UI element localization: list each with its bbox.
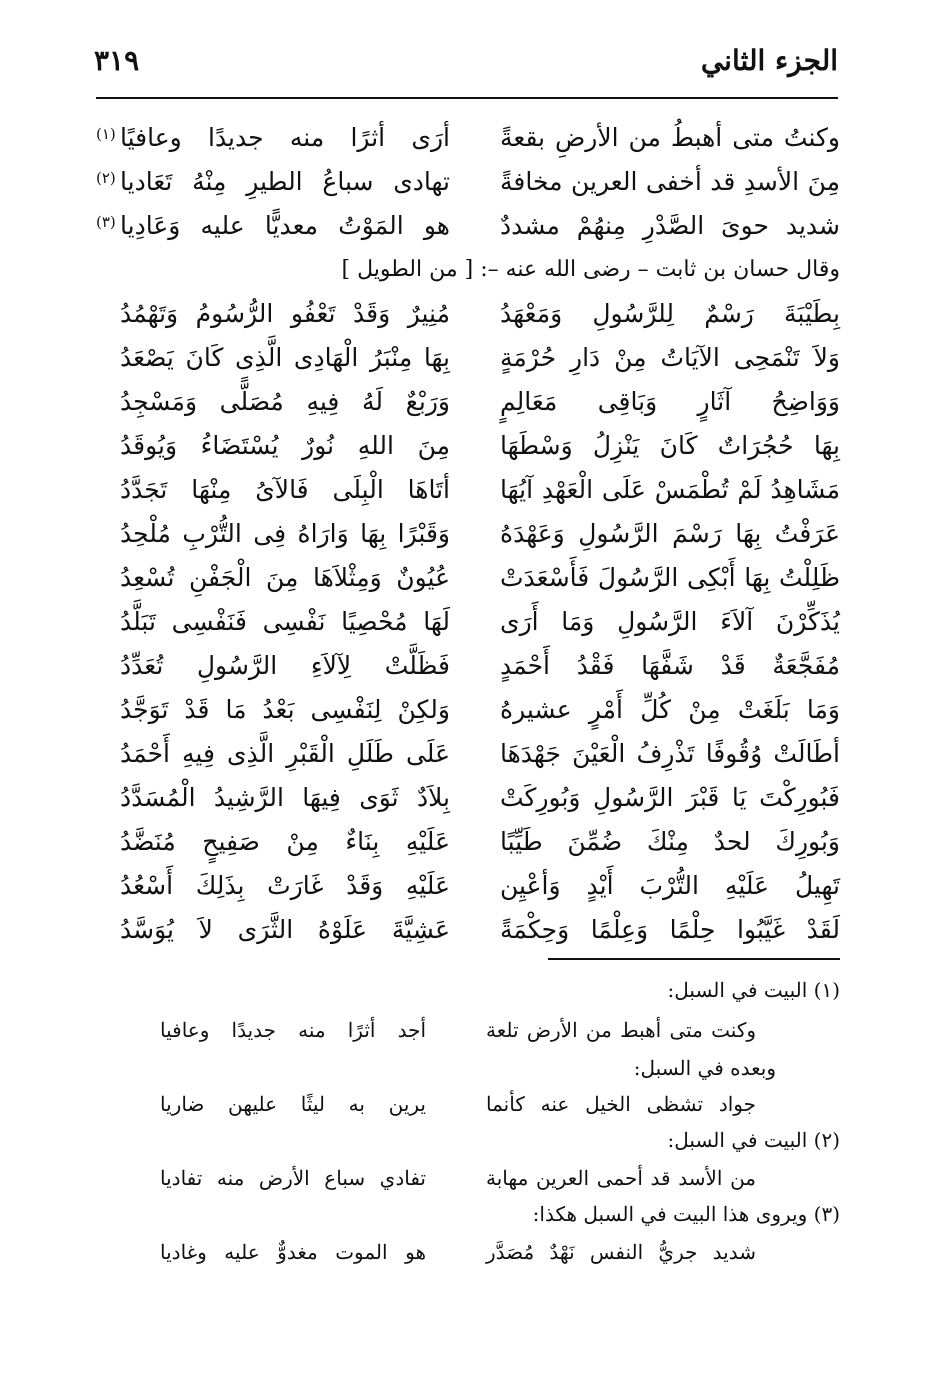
footnote-verse: [96, 1086, 840, 1122]
page-header: [94, 44, 838, 94]
second-hemistich: أتَاهَا الْبِلَى فَالآىُ مِنْهَا تَجَدَّدُ: [120, 475, 450, 504]
first-hemistich: وكنت متى أهبط من الأرض تلعة: [486, 1018, 756, 1042]
first-hemistich: من الأسد قد أحمى العرين مهابة: [486, 1166, 756, 1190]
first-hemistich: مُفَجَّعَةٌ قَدْ شَفَّهَا فَقْدُ أَحْمَدٍ: [500, 651, 840, 680]
poem-introduction: وقال حسان بن ثابت – رضى الله عنه –: [ من الطويل ]: [341, 257, 840, 282]
first-hemistich: شديد جريُّ النفس نَهْدٌ مُصَدَّر: [486, 1240, 756, 1264]
verse-line: [96, 558, 840, 598]
first-hemistich: وكنتُ متى أهبطُ من الأرضِ بقعةً: [500, 123, 840, 152]
first-hemistich: يُذَكِّرْنَ آلاَءَ الرَّسُولِ وَمَا أَرَى: [500, 607, 840, 636]
verse-line: [96, 382, 840, 422]
verse-line: [96, 646, 840, 686]
second-hemistich: مُنِيرٌ وَقَدْ تَعْفُو الرُّسُومُ وَتَهْمُدُ: [120, 299, 450, 328]
first-hemistich: جواد تشظى الخيل عنه كأنما: [486, 1092, 756, 1116]
second-hemistich: وَلكِنْ لِنَفْسِى بَعْدُ مَا قَدْ تَوَجَّدُ: [120, 695, 450, 724]
first-hemistich: وَوَاضِحُ آثَارٍ وَبَاقِى مَعَالِمٍ: [500, 387, 840, 416]
verse-line: [96, 206, 840, 246]
verse-line: [96, 294, 840, 334]
second-hemistich: هو المَوْتُ معديًّا عليه وَعَادِيا: [120, 211, 450, 240]
first-hemistich: وَلاَ تَنْمَحِى الآيَاتُ مِنْ دَارِ حُرْمَةٍ: [500, 343, 840, 372]
verse-line: [96, 910, 840, 950]
second-hemistich: أرَى أثرًا منه جديدًا وعافيًا: [120, 123, 450, 152]
second-hemistich: عُيُونٌ وَمِثْلاَهَا مِنَ الْجَفْنِ تُسْعِدُ: [120, 563, 450, 592]
footnote-verse: [96, 1160, 840, 1196]
footnote-2-label: (٢) البيت في السبل:: [667, 1128, 840, 1152]
first-hemistich: بِهَا حُجُرَاتٌ كَانَ يَنْزِلُ وَسْطَهَا: [500, 431, 840, 460]
verse-line: [96, 162, 840, 202]
verse-line: [96, 426, 840, 466]
second-hemistich: عَلَيْهِ وَقَدْ غَارَتْ بِذَلِكَ أَسْعُدُ: [120, 871, 450, 900]
first-hemistich: وَبُورِكَ لحدٌ مِنْكَ ضُمِّنَ طَيِّبًا: [500, 827, 840, 856]
footnote-verse: [96, 1012, 840, 1048]
first-hemistich: بِطَيْبَةَ رَسْمٌ لِلرَّسُولِ وَمَعْهَدُ: [500, 299, 840, 328]
footnote-3-label: (٣) ويروى هذا البيت في السبل هكذا:: [532, 1202, 840, 1226]
verse-line: [96, 514, 840, 554]
verse-line: [96, 734, 840, 774]
first-hemistich: لَقَدْ غَيَّبُوا حِلْمًا وَعِلْمًا وَحِكْمَةً: [500, 915, 840, 944]
second-hemistich: يرين به ليثًا عليهن ضاريا: [160, 1092, 426, 1116]
second-hemistich: تفادي سباع الأرض منه تفاديا: [160, 1166, 426, 1190]
second-hemistich: تهادى سباعُ الطيرِ مِنْهُ تَعَاديا: [120, 167, 450, 196]
running-title: الجزء الثاني: [700, 44, 838, 77]
footnote-marker: (١): [96, 125, 116, 143]
footnote-marker: (٣): [96, 213, 116, 231]
second-hemistich: بِلاَدٌ ثَوَى فِيهَا الرَّشِيدُ الْمُسَدَّدُ: [120, 783, 450, 812]
first-hemistich: مَشَاهِدُ لَمْ تُطْمَسْ عَلَى الْعَهْدِ آيُهَا: [500, 475, 840, 504]
second-hemistich: عَلَيْهِ بِنَاءٌ مِنْ صَفِيحٍ مُنَضَّدُ: [120, 827, 450, 856]
footnote-1-continuation: وبعده في السبل:: [633, 1056, 776, 1080]
footnote-marker: (٢): [96, 169, 116, 187]
first-hemistich: تَهِيلُ عَلَيْهِ التُّرْبَ أَيْدٍ وَأعْيِن: [500, 871, 840, 900]
page-number: ٣١٩: [94, 44, 140, 77]
verse-line: [96, 866, 840, 906]
verse-line: [96, 778, 840, 818]
first-hemistich: فَبُورِكْتَ يَا قَبْرَ الرَّسُولِ وَبُورِكَتْ: [500, 783, 840, 812]
footnote-verse: [96, 1234, 840, 1270]
first-hemistich: مِنَ الأسدِ قد أخفى العرين مخافةً: [500, 167, 840, 196]
verse-line: [96, 690, 840, 730]
second-hemistich: فَظَلَّتْ لِآلاَءِ الرَّسُولِ تُعَدِّدُ: [120, 651, 450, 680]
verse-line: [96, 470, 840, 510]
verse-line: [96, 822, 840, 862]
second-hemistich: هو الموت مغدوٌّ عليه وغاديا: [160, 1240, 426, 1264]
second-hemistich: وَرَبْعٌ لَهُ فِيهِ مُصَلًّى وَمَسْجِدُ: [120, 387, 450, 416]
header-rule: [96, 97, 838, 99]
first-hemistich: ظَلِلْتُ بِهَا أَبْكِى الرَّسُولَ فَأَسْعَدَتْ: [500, 563, 840, 592]
first-hemistich: عَرَفْتُ بِهَا رَسْمَ الرَّسُولِ وَعَهْدَهُ: [500, 519, 840, 548]
footnote-rule: [548, 958, 840, 960]
verse-line: [96, 602, 840, 642]
verse-line: [96, 338, 840, 378]
second-hemistich: عَلَى طَلَلِ الْقَبْرِ الَّذِى فِيهِ أَحْمَدُ: [120, 739, 450, 768]
second-hemistich: وَقَبْرًا بِهَا وَارَاهُ فِى التُّرْبِ مُلْحِدُ: [120, 519, 450, 548]
second-hemistich: لَهَا مُحْصِيًا نَفْسِى فَنَفْسِى تَبَلَّدُ: [120, 607, 450, 636]
first-hemistich: أطَالَتْ وُقُوفًا تَذْرِفُ الْعَيْنَ جَهْدَهَا: [500, 739, 840, 768]
second-hemistich: مِنَ اللهِ نُورٌ يُسْتَضَاءُ وَيُوقَدُ: [120, 431, 450, 460]
first-hemistich: شديد حوىَ الصَّدْرِ مِنهُمْ مشددٌ: [500, 211, 840, 240]
second-hemistich: بِهَا مِنْبَرُ الْهَادِى الَّذِى كَانَ يَصْعَدُ: [120, 343, 450, 372]
second-hemistich: أجد أثرًا منه جديدًا وعافيا: [160, 1018, 426, 1042]
footnote-1-label: (١) البيت في السبل:: [667, 978, 840, 1002]
verse-line: [96, 118, 840, 158]
first-hemistich: وَمَا بَلَغَتْ مِنْ كُلِّ أَمْرٍ عشيرهُ: [500, 695, 840, 724]
second-hemistich: عَشِيَّةَ عَلَوْهُ الثَّرَى لاَ يُوَسَّدُ: [120, 915, 450, 944]
